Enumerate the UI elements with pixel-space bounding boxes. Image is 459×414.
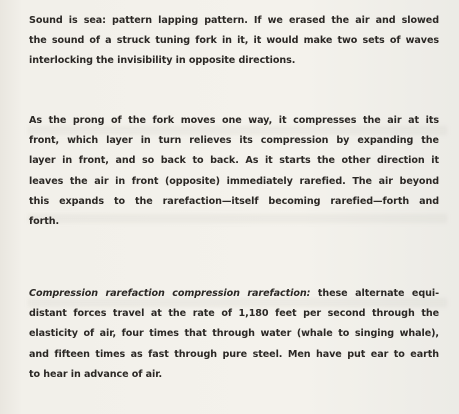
text-line [29,284,439,304]
text-line: forth. [29,216,60,228]
text-line: Sound is sea: pattern lapping pattern. If we erased the air and slowed [29,15,439,26]
paragraph-tuning-fork [29,111,439,232]
text-line: front, which layer in turn relieves its compression by expanding the [29,135,439,147]
paragraph-sound-is-sea [29,11,439,72]
text-line: the sound of a struck tuning fork in it, it would make two sets of waves [29,35,439,47]
text-line: elasticity of air, four times that through water (whale to singing whale), [29,328,439,340]
text-line: As the prong of the fork moves one way, it compresses the air at its [29,115,439,126]
italic-lead-text: Compression rarefaction compression rarefaction: [29,288,311,299]
text-line: and fifteen times as fast through pure steel. Men have put ear to earth [29,348,439,360]
text-line: leaves the air in front (opposite) immediately rarefied. The air beyond [29,175,439,187]
text-line: interlocking the invisibility in opposite directions. [29,55,296,67]
text-line: to hear in advance of air. [29,368,163,380]
text-line: layer in front, and so back to back. As it starts the other direction it [29,155,439,167]
text-line: this expands to the rarefaction—itself becoming rarefied—forth and [29,195,439,207]
paragraph-compression-rarefaction [29,284,439,385]
text-line: distant forces travel at the rate of 1,180 feet per second through the [29,308,439,320]
lead-text-rest: these alternate equi- [310,288,439,299]
